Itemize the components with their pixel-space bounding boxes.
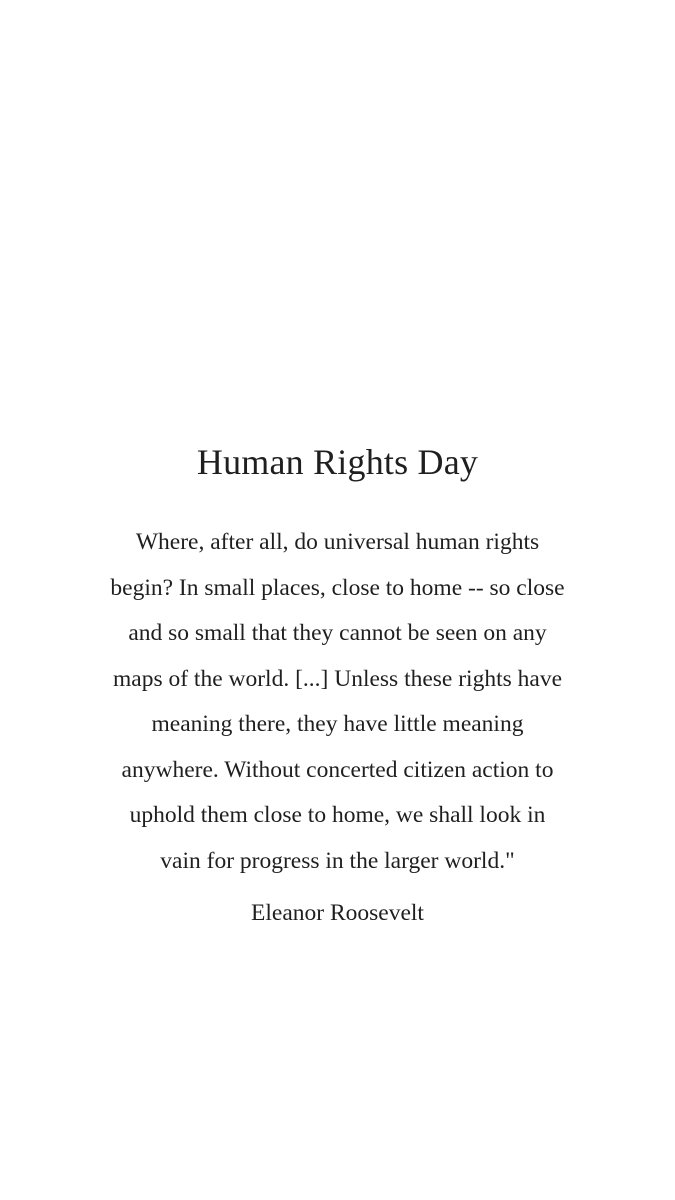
page-title: Human Rights Day: [196, 442, 479, 482]
quote-line: Where, after all, do universal human rights: [135, 529, 540, 555]
quote-line: maps of the world. [...] Unless these rights have: [112, 665, 562, 692]
quote-line: and so small that they cannot be seen on any: [128, 620, 547, 646]
quote-line: uphold them close to home, we shall look in: [129, 802, 546, 828]
quote-body: [0, 520, 675, 884]
quote-line: begin? In small places, close to home -- so close: [110, 574, 565, 601]
quote-line: anywhere. Without concerted citizen action to: [121, 756, 554, 783]
quote-line: vain for progress in the larger world.": [160, 847, 515, 874]
quote-author: Eleanor Roosevelt: [251, 900, 424, 926]
quote-line: meaning there, they have little meaning: [151, 711, 524, 737]
